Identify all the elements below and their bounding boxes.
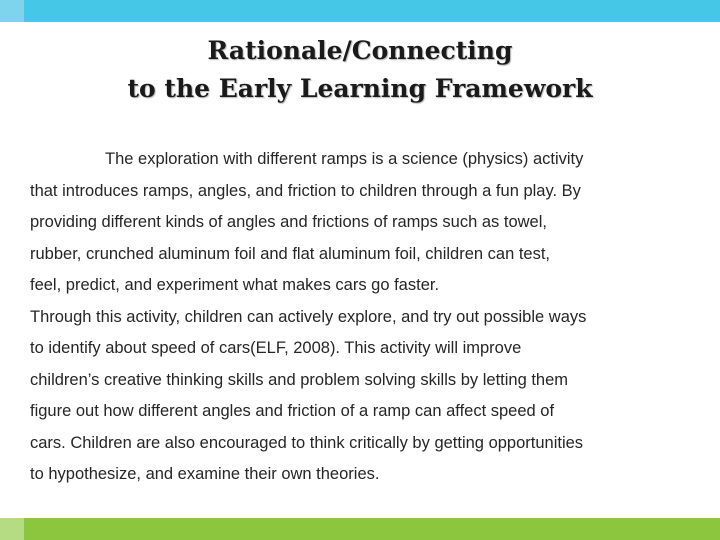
top-accent-bar: [0, 0, 720, 22]
title-line-2: to the Early Learning Framework: [127, 74, 593, 103]
body-line: to identify about speed of cars(ELF, 2008). This activity will improve: [30, 339, 522, 357]
body-line: figure out how different angles and friction of a ramp can affect speed of: [30, 402, 555, 420]
slide-title: [0, 32, 720, 108]
bottom-accent-corner: [0, 518, 24, 540]
title-line-1: Rationale/Connecting: [207, 36, 513, 65]
top-accent-corner: [0, 0, 24, 22]
bottom-accent-bar: [0, 518, 720, 540]
body-line: that introduces ramps, angles, and friction to children through a fun play. By: [30, 181, 581, 200]
body-line: cars. Children are also encouraged to think critically by getting opportunities: [30, 433, 584, 452]
body-line: feel, predict, and experiment what makes cars go faster.: [30, 276, 440, 294]
body-line: providing different kinds of angles and frictions of ramps such as towel,: [30, 213, 547, 231]
body-line: rubber, crunched aluminum foil and flat aluminum foil, children can test,: [30, 244, 551, 263]
body-line: The exploration with different ramps is a science (physics) activity: [105, 150, 584, 168]
body-line: to hypothesize, and examine their own theories.: [30, 465, 380, 483]
body-line: children’s creative thinking skills and problem solving skills by letting them: [30, 370, 569, 389]
body-text: [30, 144, 720, 491]
body-line: Through this activity, children can actively explore, and try out possible ways: [30, 307, 587, 326]
